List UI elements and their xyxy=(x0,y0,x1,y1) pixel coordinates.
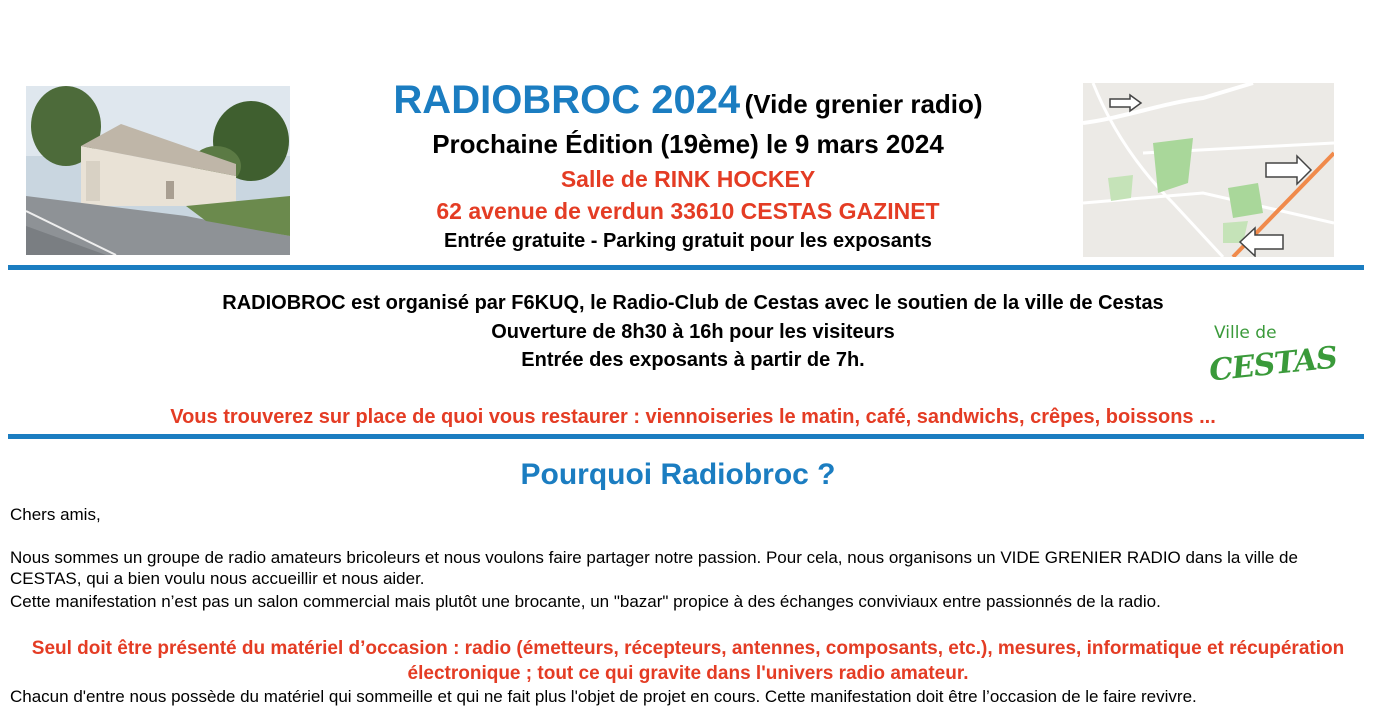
opening-line: Ouverture de 8h30 à 16h pour les visiteurs xyxy=(491,321,895,343)
greeting: Chers amis, xyxy=(10,505,101,524)
logo-text-ville: Ville de xyxy=(1214,323,1277,343)
cestas-logo xyxy=(1205,323,1339,393)
food-line: Vous trouverez sur place de quoi vous restaurer : viennoiseries le matin, café, sandwichs, crêpes, boissons ... xyxy=(170,406,1216,428)
title-line xyxy=(300,78,1076,123)
paragraph-2: Cette manifestation n’est pas un salon commercial mais plutôt une brocante, un "bazar" propice à des échanges conviviaux entre passionnés de la radio. xyxy=(10,592,1161,611)
page-title: RADIOBROC 2024 xyxy=(393,78,741,122)
divider-bottom xyxy=(8,434,1364,439)
venue-photo xyxy=(26,86,290,255)
location-map[interactable] xyxy=(1083,83,1334,257)
exhibitors-line: Entrée des exposants à partir de 7h. xyxy=(521,349,865,371)
paragraph-1: Nous sommes un groupe de radio amateurs bricoleurs et nous voulons faire partager notre passion. Pour cela, nous organisons un VIDE GRENIER RADIO dans la ville de CESTAS, qui a bien voulu nous accueillir et nous aider. xyxy=(10,548,1298,588)
address-line: 62 avenue de verdun 33610 CESTAS GAZINET xyxy=(436,198,940,224)
highlight-paragraph: Seul doit être présenté du matériel d’occasion : radio (émetteurs, récepteurs, antennes, composants, etc.), mesures, informatique et récupération électronique ; tout ce qui gravite dans l'univers radio amateur. xyxy=(31,638,1345,684)
paragraph-3: Chacun d'entre nous possède du matériel qui sommeille et qui ne fait plus l'objet de projet en cours. Cette manifestation doit être l’occasion de le faire revivre. xyxy=(10,687,1197,706)
venue-line: Salle de RINK HOCKEY xyxy=(560,166,816,192)
section-title: Pourquoi Radiobroc ? xyxy=(520,458,836,491)
entry-line: Entrée gratuite - Parking gratuit pour les exposants xyxy=(444,230,932,252)
page-title-suffix: (Vide grenier radio) xyxy=(744,89,983,119)
edition-line: Prochaine Édition (19ème) le 9 mars 2024 xyxy=(432,129,944,159)
organizer-line: RADIOBROC est organisé par F6KUQ, le Radio-Club de Cestas avec le soutien de la ville de Cestas xyxy=(222,292,1164,314)
logo-text-cestas: CESTAS xyxy=(1207,340,1339,389)
divider-top xyxy=(8,265,1364,270)
